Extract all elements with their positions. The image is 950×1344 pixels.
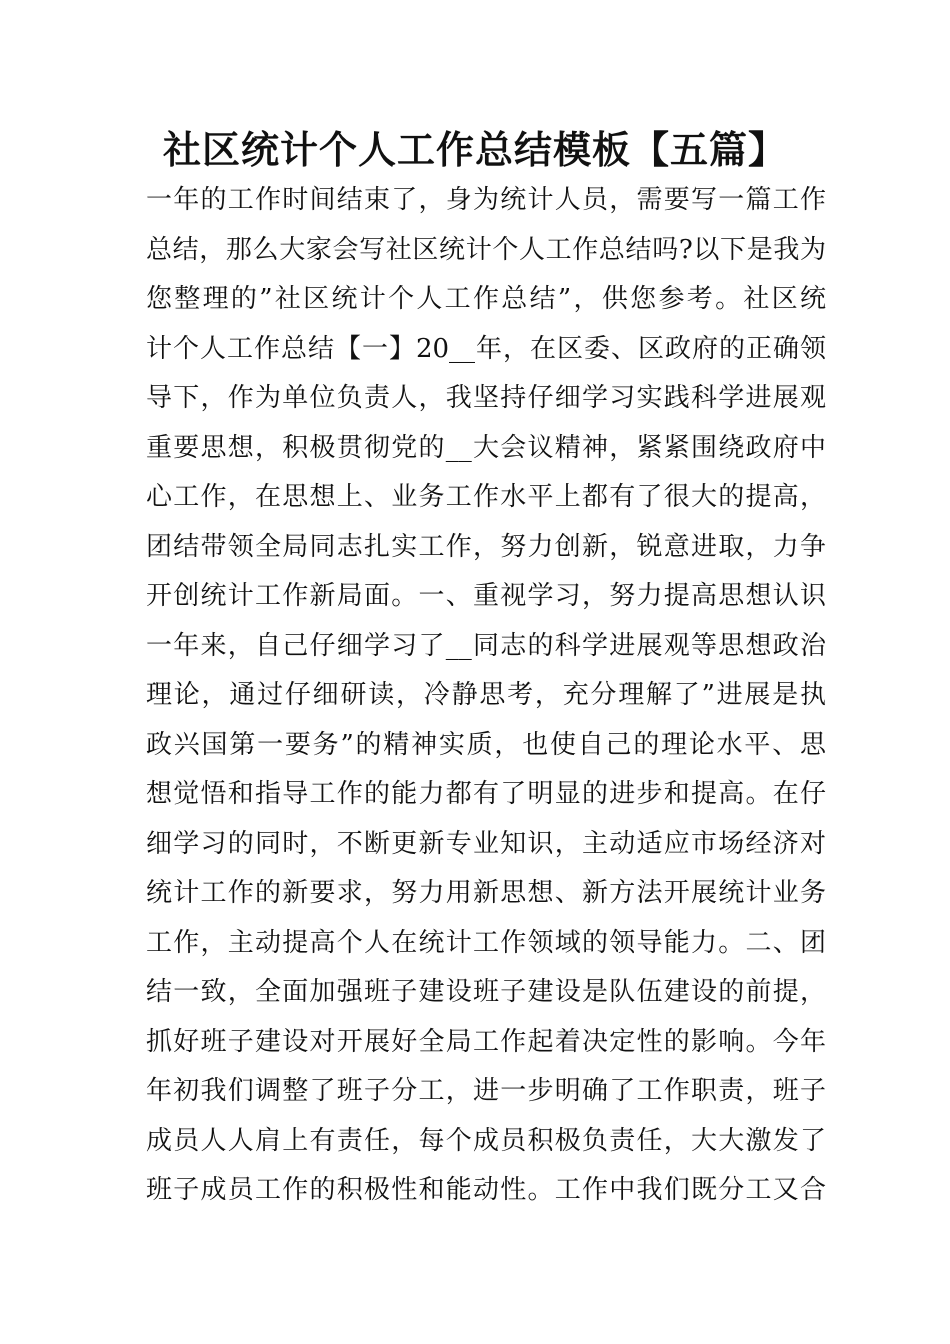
body-line: 工作，主动提高个人在统计工作领域的领导能力。二、团 (146, 927, 826, 958)
body-line: 想觉悟和指导工作的能力都有了明显的进步和提高。在仔 (146, 779, 826, 809)
body-line: 一年的工作时间结束了，身为统计人员，需要写一篇工作 (146, 185, 826, 215)
body-line: 成员人人肩上有责任，每个成员积极负责任，大大激发了 (146, 1125, 826, 1156)
body-line: 政兴国第一要务”的精神实质，也使自己的理论水平、思 (146, 729, 826, 760)
body-line: 计个人工作总结【一】20__年，在区委、区政府的正确领 (146, 333, 826, 364)
body-line: 总结，那么大家会写社区统计个人工作总结吗?以下是我为 (146, 234, 826, 265)
body-line: 导下，作为单位负责人，我坚持仔细学习实践科学进展观 (146, 383, 826, 413)
body-line: 您整理的”社区统计个人工作总结”，供您参考。社区统 (146, 284, 826, 314)
body-line: 一年来，自己仔细学习了__同志的科学进展观等思想政治 (146, 630, 826, 661)
document-title: 社区统计个人工作总结模板【五篇】 (162, 127, 787, 172)
body-line: 重要思想，积极贯彻党的__大会议精神，紧紧围绕政府中 (146, 432, 826, 463)
body-line: 班子成员工作的积极性和能动性。工作中我们既分工又合 (146, 1175, 826, 1205)
body-line: 团结带领全局同志扎实工作，努力创新，锐意进取，力争 (146, 531, 826, 562)
body-line: 细学习的同时，不断更新专业知识，主动适应市场经济对 (146, 828, 826, 859)
document-body (146, 176, 826, 1216)
body-line: 年初我们调整了班子分工，进一步明确了工作职责，班子 (146, 1076, 826, 1106)
body-line: 理论，通过仔细研读，冷静思考，充分理解了”进展是执 (146, 680, 826, 710)
body-line: 开创统计工作新局面。一、重视学习，努力提高思想认识 (146, 581, 826, 611)
body-line: 结一致，全面加强班子建设班子建设是队伍建设的前提， (146, 977, 826, 1007)
body-line: 心工作，在思想上、业务工作水平上都有了很大的提高， (146, 482, 826, 512)
body-line: 抓好班子建设对开展好全局工作起着决定性的影响。今年 (146, 1026, 826, 1057)
body-line: 统计工作的新要求，努力用新思想、新方法开展统计业务 (146, 878, 826, 908)
